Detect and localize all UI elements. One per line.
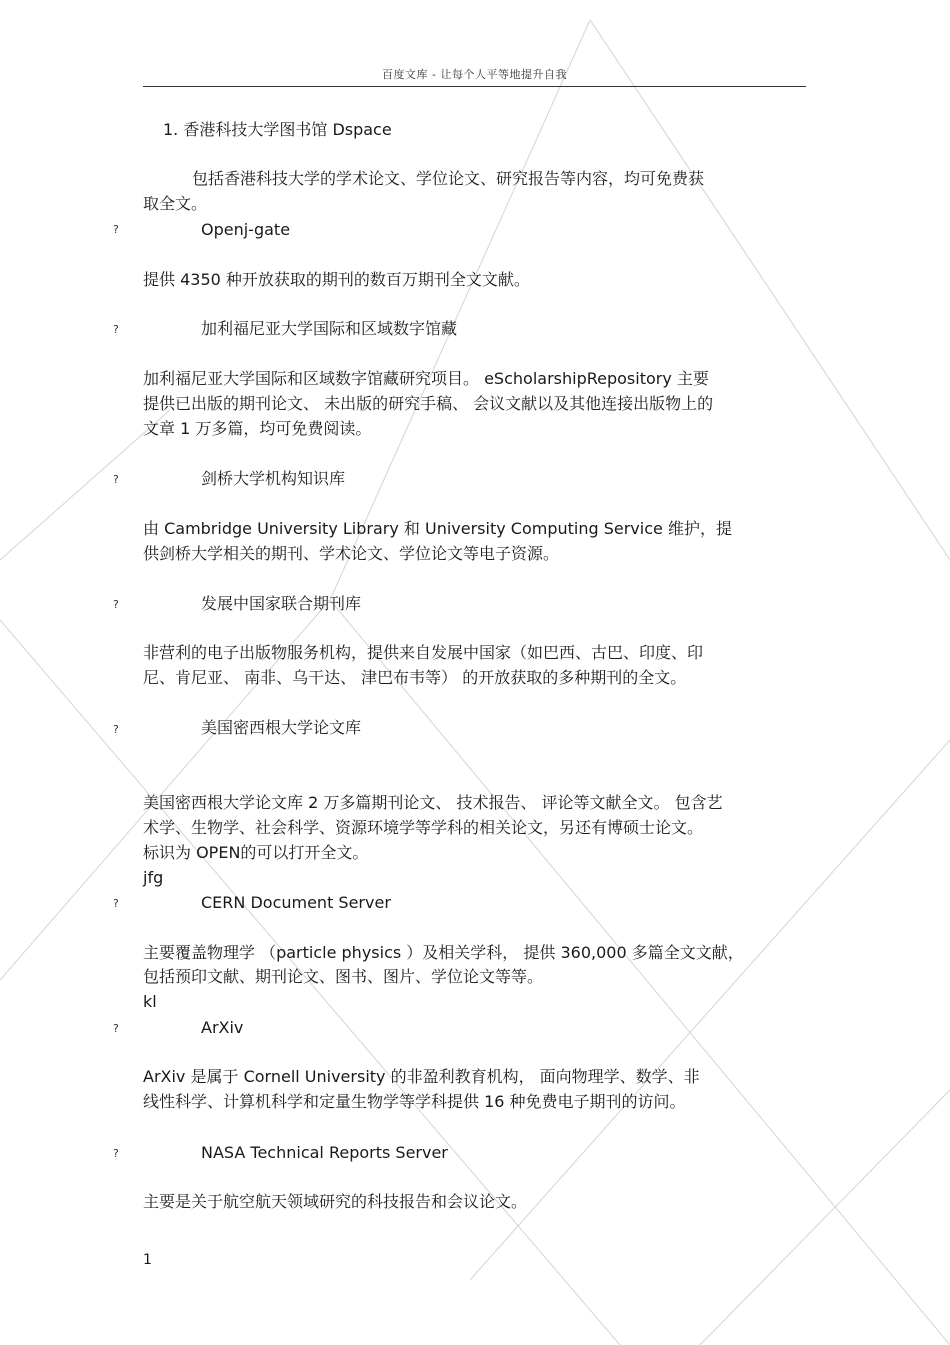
item-title-5: 发展中国家联合期刊库 [201,594,362,613]
item-desc-8-line2: 线性科学、计算机科学和定量生物学等学科提供 16 种免费电子期刊的访问。 [143,1092,686,1111]
bullet-icon: ? [113,323,119,336]
item-desc-1-line2: 取全文。 [143,194,208,213]
item-desc-3-line3: 文章 1 万多篇，均可免费阅读。 [143,419,372,438]
item-desc-7-line3: kl [143,992,157,1011]
item-desc-6-line2: 术学、生物学、社会科学、资源环境学等学科的相关论文，另还有博硕士论文。 [143,818,704,837]
item-desc-5-line2: 尼、肯尼亚、 南非、乌干达、 津巴布韦等） 的开放获取的多种期刊的全文。 [143,668,687,687]
item-title-2: Openj-gate [201,220,291,239]
item-title-1: 1. 香港科技大学图书馆 Dspace [163,120,392,139]
bullet-icon: ? [113,223,119,236]
item-desc-6-line4: jfg [143,868,164,887]
bullet-icon: ? [113,897,119,910]
bullet-icon: ? [113,473,119,486]
bullet-icon: ? [113,598,119,611]
item-desc-6-line1: 美国密西根大学论文库 2 万多篇期刊论文、 技术报告、 评论等文献全文。 包含艺 [143,793,723,812]
item-title-7: CERN Document Server [201,893,391,912]
item-desc-9: 主要是关于航空航天领域研究的科技报告和会议论文。 [143,1192,528,1211]
bullet-icon: ? [113,1147,119,1160]
item-desc-6-line3: 标识为 OPEN的可以打开全文。 [143,843,369,862]
item-desc-3-line1: 加利福尼亚大学国际和区域数字馆藏研究项目。 eScholarshipRepository 主要 [143,369,709,388]
bullet-icon: ? [113,1022,119,1035]
item-desc-7-line1: 主要覆盖物理学 （particle physics ）及相关学科， 提供 360,000 多篇全文文献， [143,943,744,962]
page-header: 百度文库 - 让每个人平等地提升自我 [382,68,567,81]
item-title-6: 美国密西根大学论文库 [201,718,362,737]
header-rule [143,86,806,87]
item-desc-7-line2: 包括预印文献、期刊论文、图书、图片、学位论文等等。 [143,967,544,986]
page-number: 1 [143,1252,152,1268]
item-title-4: 剑桥大学机构知识库 [201,469,346,488]
item-title-9: NASA Technical Reports Server [201,1143,448,1162]
item-desc-8-line1: ArXiv 是属于 Cornell University 的非盈利教育机构， 面向物理学、数学、非 [143,1067,700,1086]
item-title-8: ArXiv [201,1018,244,1037]
item-desc-4-line2: 供剑桥大学相关的期刊、学术论文、学位论文等电子资源。 [143,544,560,563]
item-desc-5-line1: 非营利的电子出版物服务机构，提供来自发展中国家（如巴西、古巴、印度、印 [143,643,704,662]
item-desc-4-line1: 由 Cambridge University Library 和 University Computing Service 维护，提 [143,519,732,538]
item-title-3: 加利福尼亚大学国际和区域数字馆藏 [201,319,458,338]
item-desc-3-line2: 提供已出版的期刊论文、 未出版的研究手稿、 会议文献以及其他连接出版物上的 [143,394,714,413]
item-desc-2: 提供 4350 种开放获取的期刊的数百万期刊全文文献。 [143,270,530,289]
bullet-icon: ? [113,723,119,736]
item-desc-1-line1: 包括香港科技大学的学术论文、学位论文、研究报告等内容，均可免费获 [192,169,705,188]
